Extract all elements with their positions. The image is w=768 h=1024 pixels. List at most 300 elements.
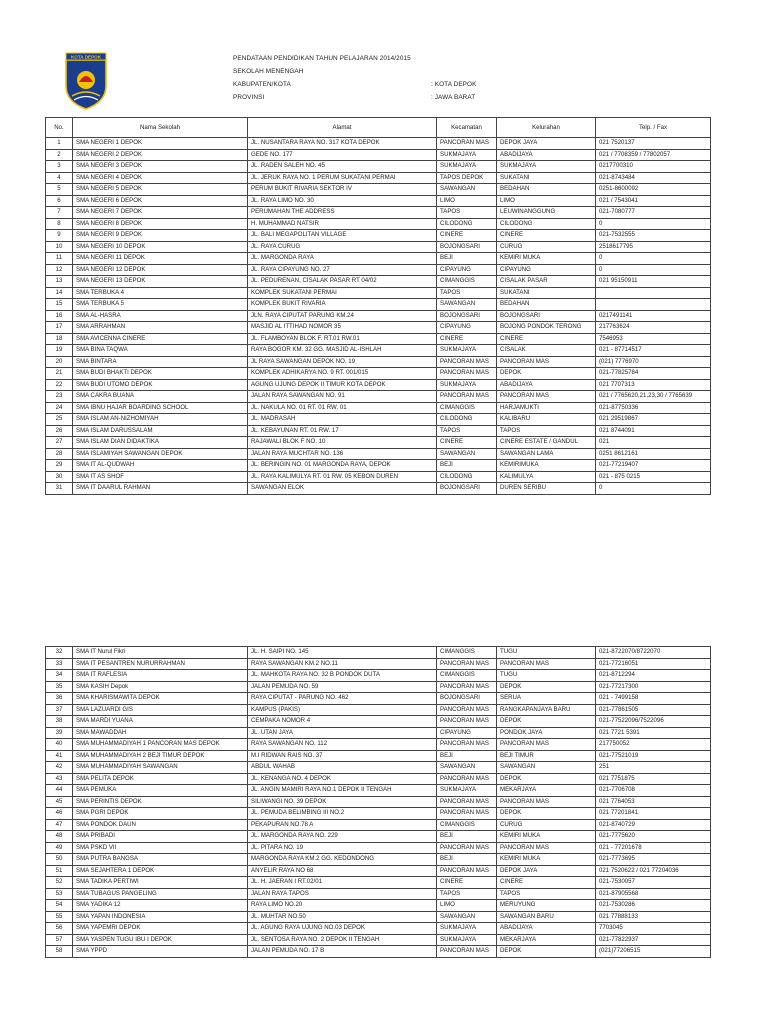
cell-kecamatan: BEJI xyxy=(437,831,497,843)
cell-no: 31 xyxy=(46,483,73,495)
table-row xyxy=(46,471,711,483)
cell-no: 4 xyxy=(46,172,73,184)
cell-alamat: GEDE NO. 177 xyxy=(248,149,437,161)
cell-kecamatan: TAPOS xyxy=(437,207,497,219)
cell-telp-fax: 021-77822937 xyxy=(596,934,711,946)
cell-telp-fax: 0 xyxy=(596,253,711,265)
cell-no: 20 xyxy=(46,356,73,368)
cell-alamat: JALAN PEMUDA NO. 59 xyxy=(248,681,437,693)
cell-telp-fax: 021 95150911 xyxy=(596,276,711,288)
cell-kecamatan: PANCORAN MAS xyxy=(437,391,497,403)
table-row xyxy=(46,704,711,716)
cell-nama-sekolah: SMA ISLAM DIAN DIDAKTIKA xyxy=(73,437,248,449)
cell-no: 40 xyxy=(46,739,73,751)
col-telp-fax: Telp. / Fax xyxy=(596,118,711,138)
cell-kelurahan: CINERE xyxy=(497,230,596,242)
cell-kelurahan: CURUG xyxy=(497,819,596,831)
cell-no: 33 xyxy=(46,658,73,670)
cell-telp-fax: 217750052 xyxy=(596,739,711,751)
cell-nama-sekolah: SMA IT AL-QUDWAH xyxy=(73,460,248,472)
cell-no: 36 xyxy=(46,693,73,705)
cell-telp-fax: 217763624 xyxy=(596,322,711,334)
cell-kecamatan: PANCORAN MAS xyxy=(437,865,497,877)
cell-kelurahan: CINERE xyxy=(497,877,596,889)
table-row xyxy=(46,865,711,877)
cell-kelurahan: SERUA xyxy=(497,693,596,705)
cell-alamat: JALAN RAYA MUCHTAR NO. 136 xyxy=(248,448,437,460)
cell-alamat: JL. BERINGIN NO. 01 MARGONDA RAYA, DEPOK xyxy=(248,460,437,472)
table-body-part-2 xyxy=(46,647,711,958)
cell-no: 39 xyxy=(46,727,73,739)
cell-kelurahan: RANGKAPANJAYA BARU xyxy=(497,704,596,716)
cell-alamat: JL. PEDURENAN, CISALAK PASAR RT 04/02 xyxy=(248,276,437,288)
cell-kelurahan: DEPOK JAYA xyxy=(497,138,596,150)
cell-kecamatan: PANCORAN MAS xyxy=(437,658,497,670)
cell-telp-fax: 0251 8612161 xyxy=(596,448,711,460)
cell-nama-sekolah: SMA MUHAMMADIYAH SAWANGAN xyxy=(73,762,248,774)
cell-no: 54 xyxy=(46,900,73,912)
cell-kecamatan: TAPOS xyxy=(437,888,497,900)
cell-alamat: JLN. RAYA CIPUTAT PARUNG KM.24 xyxy=(248,310,437,322)
cell-no: 18 xyxy=(46,333,73,345)
cell-kelurahan: DEPOK JAYA xyxy=(497,865,596,877)
cell-telp-fax: 7703045 xyxy=(596,923,711,935)
cell-nama-sekolah: SMA NEGERI 13 DEPOK xyxy=(73,276,248,288)
table-row xyxy=(46,911,711,923)
cell-telp-fax: (021)77206515 xyxy=(596,946,711,958)
cell-telp-fax: 021-8743484 xyxy=(596,172,711,184)
table-row xyxy=(46,842,711,854)
cell-no: 38 xyxy=(46,716,73,728)
table-row xyxy=(46,923,711,935)
cell-kelurahan: CURUG xyxy=(497,241,596,253)
cell-no: 13 xyxy=(46,276,73,288)
cell-kecamatan: PANCORAN MAS xyxy=(437,681,497,693)
cell-telp-fax: 021 xyxy=(596,437,711,449)
cell-nama-sekolah: SMA PERINTIS DEPOK xyxy=(73,796,248,808)
cell-kelurahan: DEPOK xyxy=(497,946,596,958)
cell-alamat: KOMPLEK SUKATANI PERMAI xyxy=(248,287,437,299)
cell-kelurahan: PANCORAN MAS xyxy=(497,658,596,670)
cell-alamat: JL. PITARA NO. 19 xyxy=(248,842,437,854)
cell-alamat: RAJAWALI BLOK F NO. 10 xyxy=(248,437,437,449)
cell-kelurahan: ABADIJAYA xyxy=(497,149,596,161)
cell-kecamatan: CIMANGGIS xyxy=(437,647,497,659)
cell-no: 37 xyxy=(46,704,73,716)
cell-telp-fax: 021-8712294 xyxy=(596,670,711,682)
cell-kecamatan: CIMANGGIS xyxy=(437,276,497,288)
table-row xyxy=(46,658,711,670)
cell-kelurahan: KALIBARU xyxy=(497,414,596,426)
table-row xyxy=(46,796,711,808)
cell-no: 9 xyxy=(46,230,73,242)
cell-nama-sekolah: SMA PUTRA BANGSA xyxy=(73,854,248,866)
cell-telp-fax: 021-7775620 xyxy=(596,831,711,843)
cell-no: 46 xyxy=(46,808,73,820)
cell-kelurahan: MEKARJAYA xyxy=(497,785,596,797)
cell-kecamatan: SAWANGAN xyxy=(437,911,497,923)
cell-kecamatan: CILODONG xyxy=(437,414,497,426)
cell-nama-sekolah: SMA PSKD VII xyxy=(73,842,248,854)
cell-kelurahan: SUKATANI xyxy=(497,172,596,184)
cell-nama-sekolah: SMA ISLAM DARUSSALAM xyxy=(73,425,248,437)
cell-telp-fax: 021-7080777 xyxy=(596,207,711,219)
cell-no: 58 xyxy=(46,946,73,958)
cell-no: 27 xyxy=(46,437,73,449)
cell-nama-sekolah: SMA IT RAFLESIA xyxy=(73,670,248,682)
cell-telp-fax: 0 xyxy=(596,264,711,276)
cell-alamat: JL. FLAMBOYAN BLOK F. RT.01 RW.01 xyxy=(248,333,437,345)
cell-telp-fax: 021-87750336 xyxy=(596,402,711,414)
cell-alamat: RAYA LIMO NO.20 xyxy=(248,900,437,912)
cell-kecamatan: SUKMAJAYA xyxy=(437,934,497,946)
cell-no: 26 xyxy=(46,425,73,437)
table-row xyxy=(46,345,711,357)
cell-telp-fax: 021 / 7708359 / 77802057 xyxy=(596,149,711,161)
cell-alamat: JL. RAYA LIMO NO. 30 xyxy=(248,195,437,207)
cell-kecamatan: BEJI xyxy=(437,460,497,472)
cell-kelurahan: PANCORAN MAS xyxy=(497,842,596,854)
cell-kecamatan: BOJONGSARI xyxy=(437,693,497,705)
table-row xyxy=(46,402,711,414)
cell-nama-sekolah: SMA SEJAHTERA 1 DEPOK xyxy=(73,865,248,877)
cell-kecamatan: BOJONGSARI xyxy=(437,310,497,322)
cell-kelurahan: SUKATANI xyxy=(497,287,596,299)
cell-alamat: RAYA SAWANGAN NO. 112 xyxy=(248,739,437,751)
cell-kecamatan: BEJI xyxy=(437,854,497,866)
cell-nama-sekolah: SMA MAWADDAH xyxy=(73,727,248,739)
cell-no: 5 xyxy=(46,184,73,196)
cell-nama-sekolah: SMA PGRI DEPOK xyxy=(73,808,248,820)
table-row xyxy=(46,379,711,391)
cell-kelurahan: SAWANGAN LAMA xyxy=(497,448,596,460)
cell-telp-fax: 0217700310 xyxy=(596,161,711,173)
cell-kecamatan: CINERE xyxy=(437,230,497,242)
cell-kelurahan: PONDOK JAYA xyxy=(497,727,596,739)
table-row xyxy=(46,184,711,196)
cell-alamat: SAWANGAN ELOK xyxy=(248,483,437,495)
cell-nama-sekolah: SMA AVICENNA CINERE xyxy=(73,333,248,345)
cell-kecamatan: SAWANGAN xyxy=(437,762,497,774)
cell-alamat: JL. MAHKOTA RAYA NO. 32 B PONDOK DUTA xyxy=(248,670,437,682)
cell-kecamatan: SUKMAJAYA xyxy=(437,785,497,797)
cell-nama-sekolah: SMA LAZUARDI GIS xyxy=(73,704,248,716)
table-row xyxy=(46,727,711,739)
cell-alamat: JL. AGUNG RAYA UJUNG NO.03 DEPOK xyxy=(248,923,437,935)
cell-kelurahan: BEDAHAN xyxy=(497,184,596,196)
cell-alamat: JL RAYA SAWANGAN DEPOK NO. 19 xyxy=(248,356,437,368)
table-row xyxy=(46,414,711,426)
cell-alamat: JL. NUSANTARA RAYA NO. 317 KOTA DEPOK xyxy=(248,138,437,150)
cell-kelurahan: CIPAYUNG xyxy=(497,264,596,276)
cell-no: 23 xyxy=(46,391,73,403)
table-row xyxy=(46,739,711,751)
cell-kelurahan: BEJI TIMUR xyxy=(497,750,596,762)
cell-telp-fax: 021 - 875 0215 xyxy=(596,471,711,483)
table-row xyxy=(46,819,711,831)
table-row xyxy=(46,287,711,299)
cell-kecamatan: CINERE xyxy=(437,437,497,449)
kabupaten-value: : KOTA DEPOK xyxy=(431,81,477,88)
cell-alamat: RAYA CIPUTAT - PARUNG NO. 462 xyxy=(248,693,437,705)
cell-no: 12 xyxy=(46,264,73,276)
cell-alamat: KOMPLEK BUKIT RIVARIA xyxy=(248,299,437,311)
cell-telp-fax: 021 8744091 xyxy=(596,425,711,437)
cell-nama-sekolah: SMA PONDOK DAUN xyxy=(73,819,248,831)
cell-telp-fax: 021-7530286 xyxy=(596,900,711,912)
cell-alamat: JL. RAYA KALIMULYA RT. 01 RW. 05 KEBON DUREN xyxy=(248,471,437,483)
cell-kelurahan: DEPOK xyxy=(497,681,596,693)
cell-kecamatan: PANCORAN MAS xyxy=(437,808,497,820)
cell-alamat: AGUNG UJUNG DEPOK II TIMUR KOTA DEPOK xyxy=(248,379,437,391)
cell-no: 15 xyxy=(46,299,73,311)
cell-kecamatan: CINERE xyxy=(437,877,497,889)
cell-no: 30 xyxy=(46,471,73,483)
cell-kecamatan: BEJI xyxy=(437,253,497,265)
cell-nama-sekolah: SMA TERBUKA 4 xyxy=(73,287,248,299)
cell-no: 3 xyxy=(46,161,73,173)
cell-nama-sekolah: SMA NEGERI 6 DEPOK xyxy=(73,195,248,207)
cell-kelurahan: DUREN SERIBU xyxy=(497,483,596,495)
cell-nama-sekolah: SMA NEGERI 9 DEPOK xyxy=(73,230,248,242)
col-nama-sekolah: Nama Sekolah xyxy=(73,118,248,138)
table-row xyxy=(46,207,711,219)
cell-alamat: KOMPLEK ADHIKARYA NO. 9 RT. 001/015 xyxy=(248,368,437,380)
cell-telp-fax: 021-77219407 xyxy=(596,460,711,472)
table-row xyxy=(46,785,711,797)
cell-kecamatan: PANCORAN MAS xyxy=(437,716,497,728)
cell-kecamatan: CILODONG xyxy=(437,471,497,483)
cell-telp-fax: 021 - 7499158 xyxy=(596,693,711,705)
cell-no: 8 xyxy=(46,218,73,230)
cell-nama-sekolah: SMA KASIH Depok xyxy=(73,681,248,693)
cell-no: 17 xyxy=(46,322,73,334)
cell-kecamatan: SAWANGAN xyxy=(437,299,497,311)
cell-kecamatan: SUKMAJAYA xyxy=(437,149,497,161)
cell-kecamatan: SAWANGAN xyxy=(437,184,497,196)
kabupaten-label: KABUPATEN/KOTA xyxy=(233,81,291,88)
cell-kelurahan: KEMIRI MUKA xyxy=(497,854,596,866)
cell-alamat: JL. KENANGA NO. 4 DEPOK xyxy=(248,773,437,785)
cell-no: 25 xyxy=(46,414,73,426)
cell-no: 43 xyxy=(46,773,73,785)
cell-kecamatan: BOJONGSARI xyxy=(437,483,497,495)
cell-kelurahan: BOJONG PONDOK TERONG xyxy=(497,322,596,334)
cell-telp-fax: 0 xyxy=(596,218,711,230)
cell-kelurahan: CISALAK PASAR xyxy=(497,276,596,288)
table-body-part-1 xyxy=(46,138,711,495)
table-row xyxy=(46,322,711,334)
cell-nama-sekolah: SMA BINA TAQWA xyxy=(73,345,248,357)
table-row xyxy=(46,241,711,253)
cell-alamat: JL. MARGONDA RAYA NO. 229 xyxy=(248,831,437,843)
cell-nama-sekolah: SMA BINTARA xyxy=(73,356,248,368)
provinsi-value: : JAWA BARAT xyxy=(431,94,476,101)
cell-no: 53 xyxy=(46,888,73,900)
table-row xyxy=(46,218,711,230)
table-row xyxy=(46,333,711,345)
cell-alamat: MARGONDA RAYA KM.2 GG. KEDONDONG xyxy=(248,854,437,866)
cell-nama-sekolah: SMA PRIBADI xyxy=(73,831,248,843)
table-row xyxy=(46,831,711,843)
cell-alamat: RAYA BOGOR KM. 32 GG. MASJID AL-ISHLAH xyxy=(248,345,437,357)
cell-alamat: JL. MARGONDA RAYA xyxy=(248,253,437,265)
cell-nama-sekolah: SMA NEGERI 10 DEPOK xyxy=(73,241,248,253)
cell-kecamatan: CIPAYUNG xyxy=(437,727,497,739)
cell-alamat: JALAN RAYA TAPOS xyxy=(248,888,437,900)
cell-no: 10 xyxy=(46,241,73,253)
cell-kelurahan: ABADIJAYA xyxy=(497,379,596,391)
cell-no: 51 xyxy=(46,865,73,877)
table-row xyxy=(46,161,711,173)
cell-telp-fax: 021 7707313 xyxy=(596,379,711,391)
table-row xyxy=(46,681,711,693)
cell-telp-fax: 021-7706708 xyxy=(596,785,711,797)
cell-telp-fax: 021 / 7765620,21,23,30 / 7765639 xyxy=(596,391,711,403)
table-row xyxy=(46,888,711,900)
cell-nama-sekolah: SMA MUHAMMADIYAH 2 BEJI TIMUR DEPOK xyxy=(73,750,248,762)
cell-no: 21 xyxy=(46,368,73,380)
cell-telp-fax: 021-8722070/8722070 xyxy=(596,647,711,659)
table-row xyxy=(46,716,711,728)
cell-alamat: JL. H. SAIPI NO. 145 xyxy=(248,647,437,659)
cell-telp-fax: 021-77216051 xyxy=(596,658,711,670)
cell-kelurahan: CINERE ESTATE / GANDUL xyxy=(497,437,596,449)
table-row xyxy=(46,460,711,472)
table-row xyxy=(46,483,711,495)
cell-kecamatan: LIMO xyxy=(437,900,497,912)
cell-kelurahan: LIMO xyxy=(497,195,596,207)
cell-kecamatan: CIMANGGIS xyxy=(437,819,497,831)
cell-alamat: H. MUHAMMAD NATSIR xyxy=(248,218,437,230)
cell-kelurahan: KEMIRI MUKA xyxy=(497,253,596,265)
cell-kecamatan: PANCORAN MAS xyxy=(437,946,497,958)
cell-nama-sekolah: SMA NEGERI 2 DEPOK xyxy=(73,149,248,161)
cell-kecamatan: SUKMAJAYA xyxy=(437,345,497,357)
cell-nama-sekolah: SMA BUDI UTOMO DEPOK xyxy=(73,379,248,391)
cell-telp-fax: 021 29519867 xyxy=(596,414,711,426)
cell-kelurahan: LEUWINANGGUNG xyxy=(497,207,596,219)
cell-no: 41 xyxy=(46,750,73,762)
cell-kelurahan: TUGU xyxy=(497,670,596,682)
cell-kecamatan: TAPOS xyxy=(437,425,497,437)
cell-nama-sekolah: SMA NEGERI 1 DEPOK xyxy=(73,138,248,150)
cell-telp-fax: 021 7751875 xyxy=(596,773,711,785)
cell-telp-fax: 021 - 77201678 xyxy=(596,842,711,854)
cell-kecamatan: CILODONG xyxy=(437,218,497,230)
cell-no: 24 xyxy=(46,402,73,414)
cell-kecamatan: PANCORAN MAS xyxy=(437,704,497,716)
cell-nama-sekolah: SMA NEGERI 5 DEPOK xyxy=(73,184,248,196)
cell-nama-sekolah: SMA ARRAHMAN xyxy=(73,322,248,334)
cell-telp-fax: 021 77888133 xyxy=(596,911,711,923)
col-alamat: Alamat xyxy=(248,118,437,138)
cell-telp-fax: 021 / 7543041 xyxy=(596,195,711,207)
cell-nama-sekolah: SMA IT PESANTREN NURURRAHMAN xyxy=(73,658,248,670)
table-row xyxy=(46,299,711,311)
cell-no: 44 xyxy=(46,785,73,797)
cell-kelurahan: BOJONGSARI xyxy=(497,310,596,322)
cell-telp-fax: 7546953 xyxy=(596,333,711,345)
table-row xyxy=(46,253,711,265)
cell-no: 14 xyxy=(46,287,73,299)
cell-nama-sekolah: SMA TERBUKA 5 xyxy=(73,299,248,311)
cell-no: 11 xyxy=(46,253,73,265)
cell-alamat: JALAN PEMUDA NO. 17 B xyxy=(248,946,437,958)
cell-no: 16 xyxy=(46,310,73,322)
cell-telp-fax: 021 7520137 xyxy=(596,138,711,150)
cell-telp-fax: 021-77522096/7522096 xyxy=(596,716,711,728)
cell-nama-sekolah: SMA PEMUKA xyxy=(73,785,248,797)
cell-telp-fax: (021) 7776970 xyxy=(596,356,711,368)
kota-depok-logo xyxy=(64,52,108,110)
logo-text: KOTA DEPOK xyxy=(70,54,102,60)
cell-no: 35 xyxy=(46,681,73,693)
cell-alamat: JL. RAYA CURUG xyxy=(248,241,437,253)
cell-nama-sekolah: SMA NEGERI 12 DEPOK xyxy=(73,264,248,276)
cell-telp-fax: 021 7520622 / 021 77204036 xyxy=(596,865,711,877)
cell-kelurahan: PANCORAN MAS xyxy=(497,796,596,808)
cell-kecamatan: SUKMAJAYA xyxy=(437,379,497,391)
cell-telp-fax: 021-77825784 xyxy=(596,368,711,380)
cell-no: 29 xyxy=(46,460,73,472)
cell-kecamatan: SUKMAJAYA xyxy=(437,161,497,173)
cell-alamat: JL. KEBAYUNAN RT. 01 RW. 17 xyxy=(248,425,437,437)
cell-kelurahan: HARJAMUKTI xyxy=(497,402,596,414)
cell-alamat: JL. MADRASAH xyxy=(248,414,437,426)
cell-alamat: JL. ANGIN MAMIRI RAYA NO.1 DEPOK II TENGAH xyxy=(248,785,437,797)
cell-no: 1 xyxy=(46,138,73,150)
cell-nama-sekolah: SMA KHARISMAWITA DEPOK xyxy=(73,693,248,705)
table-row xyxy=(46,368,711,380)
cell-nama-sekolah: SMA YPPD xyxy=(73,946,248,958)
cell-nama-sekolah: SMA TUBAGUS PANGELING xyxy=(73,888,248,900)
cell-kelurahan: PANCORAN MAS xyxy=(497,739,596,751)
cell-kecamatan: TAPOS DEPOK xyxy=(437,172,497,184)
cell-kecamatan: CIMANGGIS xyxy=(437,670,497,682)
cell-no: 34 xyxy=(46,670,73,682)
cell-kelurahan: ABADIJAYA xyxy=(497,923,596,935)
cell-telp-fax: 021 77201841 xyxy=(596,808,711,820)
table-row xyxy=(46,195,711,207)
school-table-part-1 xyxy=(45,117,711,495)
cell-kelurahan: DEPOK xyxy=(497,773,596,785)
cell-kelurahan: CISALAK xyxy=(497,345,596,357)
cell-nama-sekolah: SMA IBNU HAJAR BOARDING SCHOOL xyxy=(73,402,248,414)
table-row xyxy=(46,693,711,705)
cell-kecamatan: PANCORAN MAS xyxy=(437,739,497,751)
cell-telp-fax: 0251-8600092 xyxy=(596,184,711,196)
cell-nama-sekolah: SMA YAPEMRI DEPOK xyxy=(73,923,248,935)
cell-alamat: CEMPAKA NOMOR 4 xyxy=(248,716,437,728)
cell-no: 57 xyxy=(46,934,73,946)
cell-kelurahan: MEKARJAYA xyxy=(497,934,596,946)
col-kelurahan: Kelurahan xyxy=(497,118,596,138)
cell-kecamatan: PANCORAN MAS xyxy=(437,368,497,380)
cell-alamat: SILIWANGI NO. 39 DEPOK xyxy=(248,796,437,808)
table-row xyxy=(46,877,711,889)
cell-no: 32 xyxy=(46,647,73,659)
cell-nama-sekolah: SMA YADIKA 12 xyxy=(73,900,248,912)
cell-nama-sekolah: SMA NEGERI 3 DEPOK xyxy=(73,161,248,173)
cell-alamat: M.I RIDWAN RAIS NO. 37 xyxy=(248,750,437,762)
cell-no: 42 xyxy=(46,762,73,774)
cell-kecamatan: CIPAYUNG xyxy=(437,264,497,276)
cell-telp-fax: 021-8740729 xyxy=(596,819,711,831)
cell-alamat: JL. NAKULA NO. 01 RT. 01 RW. 01 xyxy=(248,402,437,414)
cell-kelurahan: DEPOK xyxy=(497,808,596,820)
cell-kelurahan: DEPOK xyxy=(497,368,596,380)
